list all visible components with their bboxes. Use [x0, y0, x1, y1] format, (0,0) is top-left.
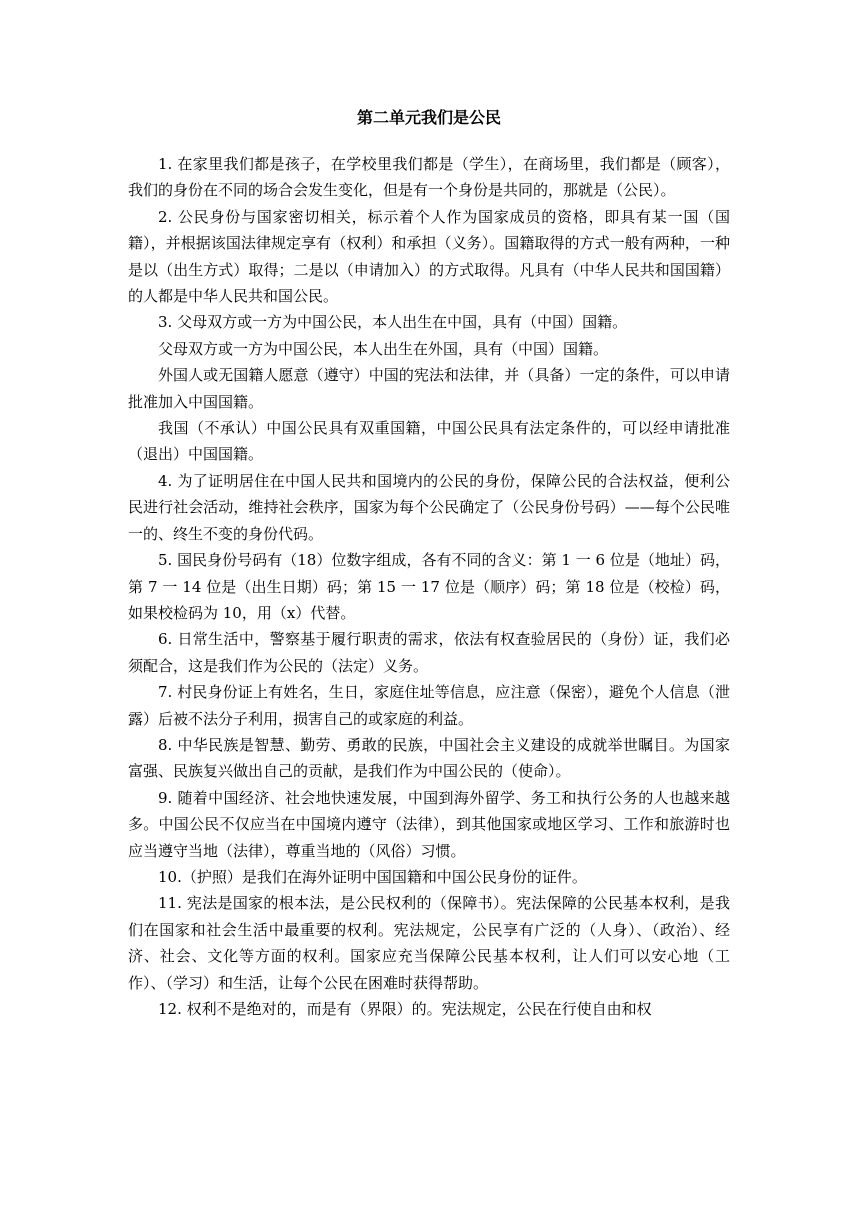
paragraph-12: 12. 权利不是绝对的，而是有（界限）的。宪法规定，公民在行使自由和权 — [158, 1000, 652, 1018]
paragraph-8: 8. 中华民族是智慧、勤劳、勇敢的民族，中国社会主义建设的成就举世瞩目。为国家富强、民族复兴做出自己的贡献，是我们作为中国公民的（使命）。 — [128, 735, 730, 781]
paragraph-3-naturalization: 外国人或无国籍人愿意（遵守）中国的宪法和法律，并（具备）一定的条件，可以申请批准加入中国国籍。 — [128, 366, 730, 411]
paragraph-7: 7. 村民身份证上有姓名，生日，家庭住址等信息，应注意（保密），避免个人信息（泄露）后被不法分子利用，损害自己的或家庭的利益。 — [128, 683, 730, 728]
paragraph-3: 3. 父母双方或一方为中国公民，本人出生在中国，具有（中国）国籍。 — [158, 313, 628, 332]
paragraph-5: 5. 国民身份号码有（18）位数字组成，各有不同的含义：第 1 一 6 位是（地址）码，第 7 一 14 位是（出生日期）码；第 15 一 17 位是（顺序）码；第 18 位是（校检）码，如果校检码为 10，用（x）代替。 — [128, 551, 730, 622]
paragraph-11: 11. 宪法是国家的根本法，是公民权利的（保障书）。宪法保障的公民基本权利，是我们在国家和社会生活中最重要的权利。宪法规定，公民享有广泛的（人身）、（政治）、经济、社会、文化等方面的权利。国家应充当保障公民基本权利，让人们可以安心地（工作）、（学习）和生活，让每个公民在困难时获得帮助。 — [128, 894, 730, 992]
document-page — [128, 106, 730, 1022]
paragraph-9: 9. 随着中国经济、社会地快速发展，中国到海外留学、务工和执行公务的人也越来越多。中国公民不仅应当在中国境内遵守（法律），到其他国家或地区学习、工作和旅游时也应当遵守当地（法律），尊重当地的（风俗）习惯。 — [128, 788, 730, 860]
paragraph-2: 2. 公民身份与国家密切相关，标示着个人作为国家成员的资格，即具有某一国（国籍），并根据该国法律规定享有（权利）和承担（义务）。国籍取得的方式一般有两种，一种是以（出生方式）取得；二是以（申请加入）的方式取得。凡具有（中华人民共和国国籍）的人都是中华人民共和国公民。 — [128, 207, 730, 306]
page-title: 第二单元我们是公民 — [356, 108, 501, 127]
paragraph-3-born-abroad: 父母双方或一方为中国公民，本人出生在外国，具有（中国）国籍。 — [158, 339, 609, 358]
paragraph-6: 6. 日常生活中，警察基于履行职责的需求，依法有权查验居民的（身份）证，我们必须配合，这是我们作为公民的（法定）义务。 — [128, 630, 730, 675]
paragraph-3-dual-nationality: 我国（不承认）中国公民具有双重国籍，中国公民具有法定条件的，可以经申请批准（退出）中国国籍。 — [128, 419, 730, 464]
paragraph-1: 1. 在家里我们都是孩子，在学校里我们都是（学生），在商场里，我们都是（顾客），我们的身份在不同的场合会发生变化，但是有一个身份是共同的，那就是（公民）。 — [128, 155, 730, 200]
paragraph-4: 4. 为了证明居住在中国人民共和国境内的公民的身份，保障公民的合法权益，便利公民进行社会活动，维持社会秩序，国家为每个公民确定了（公民身份号码）——每个公民唯一的、终生不变的身份代码。 — [128, 471, 730, 543]
paragraph-10: 10.（护照）是我们在海外证明中国国籍和中国公民身份的证件。 — [158, 867, 587, 886]
